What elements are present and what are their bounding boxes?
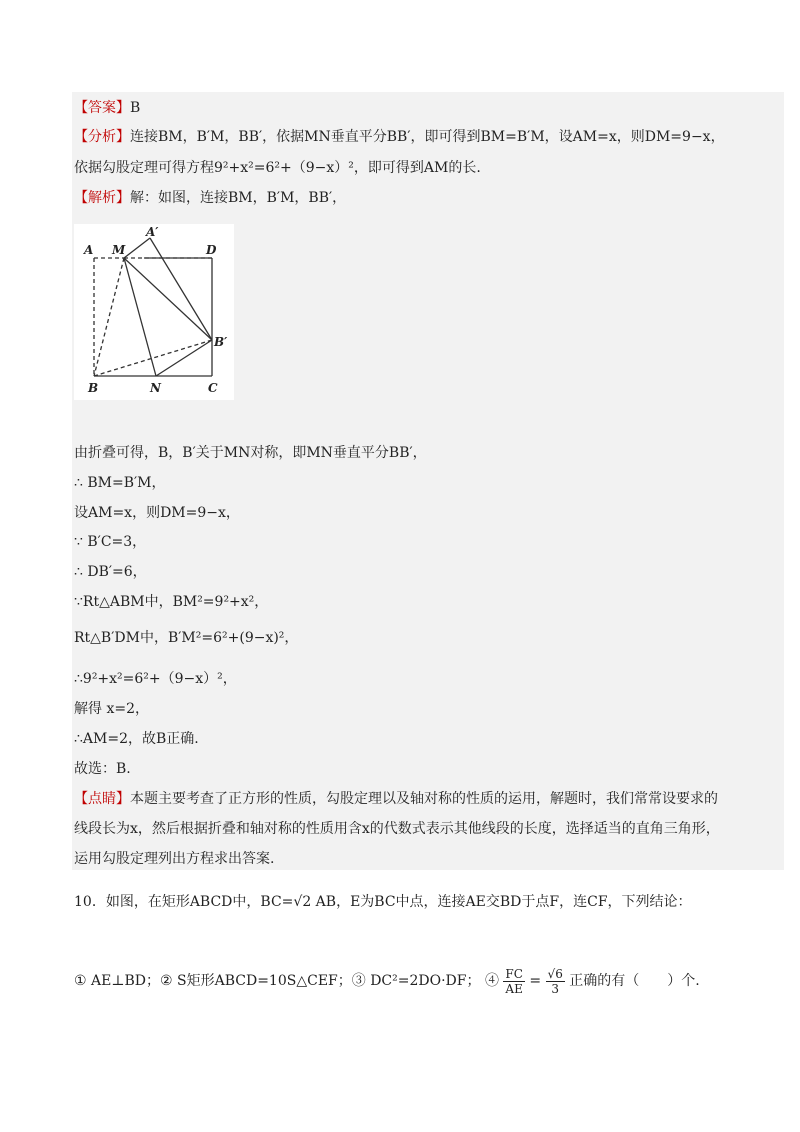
analysis-text-1: 连接BM，B′M，BB′，依据MN垂直平分BB′，即可得到BM=B′M，设AM=x，则DM=9−x， <box>130 129 725 145</box>
comment-text-1: 本题主要考查了正方形的性质，勾股定理以及轴对称的性质的运用，解题时，我们常常设要求的 <box>130 791 718 807</box>
frac-rhs-denominator: 3 <box>551 981 559 996</box>
solution-tag: 【解析】 <box>74 190 130 206</box>
solution-line <box>74 188 346 208</box>
frac-rhs-numerator: √6 <box>547 966 563 981</box>
answer-line <box>74 98 140 118</box>
step-3: 设AM=x，则DM=9−x， <box>74 505 240 521</box>
label-N: N <box>150 381 161 395</box>
analysis-tag: 【分析】 <box>74 129 130 145</box>
label-M: M <box>112 243 126 257</box>
option-4-fraction-right <box>546 967 565 996</box>
analysis-line-2: 依据勾股定理可得方程9²+x²=6²+（9−x）²，即可得到AM的长. <box>74 160 481 176</box>
answer-value: B <box>130 100 141 116</box>
step-9: 解得 x=2， <box>74 701 149 717</box>
label-D: D <box>206 243 217 257</box>
option-1: ① AE⊥BD； <box>74 973 161 989</box>
solution-panel <box>72 92 784 870</box>
label-B: B <box>88 381 99 395</box>
comment-line-3: 运用勾股定理列出方程求出答案. <box>74 851 275 867</box>
label-B-prime: B′ <box>214 335 228 349</box>
comment-line-2: 线段长为x，然后根据折叠和轴对称的性质用含x的代数式表示其他线段的长度，选择适当的直角三角形， <box>74 821 720 837</box>
question-10-stem: 10．如图，在矩形ABCD中，BC=√2 AB，E为BC中点，连接AE交BD于点F，连CF，下列结论： <box>74 894 692 910</box>
option-2: ② S矩形ABCD=10S△CEF； <box>160 973 352 989</box>
option-4-equals: = <box>529 973 542 989</box>
step-5: ∴ DB′=6， <box>74 564 147 580</box>
option-4-fraction-left <box>503 967 525 996</box>
label-A-prime: A′ <box>146 225 159 239</box>
answer-tag: 【答案】 <box>74 100 130 116</box>
option-3: ③ DC²=2DO·DF； <box>351 973 481 989</box>
square-fold-diagram <box>74 224 234 400</box>
geometry-figure <box>74 224 234 400</box>
comment-tag: 【点睛】 <box>74 791 130 807</box>
step-7: Rt△B′DM中，B′M²=6²+(9−x)²， <box>74 630 299 646</box>
frac-numerator: FC <box>505 966 523 981</box>
step-10: ∴AM=2，故B正确. <box>74 731 199 747</box>
step-1: 由折叠可得，B，B′关于MN对称，即MN垂直平分BB′， <box>74 445 427 461</box>
question-10-tail: 正确的有（ ）个. <box>569 973 700 989</box>
step-8: ∴9²+x²=6²+（9−x）²， <box>74 671 237 687</box>
step-11: 故选：B. <box>74 761 131 777</box>
analysis-line-1 <box>74 127 725 147</box>
solution-text: 解：如图，连接BM，B′M，BB′， <box>130 190 347 206</box>
frac-denominator: AE <box>505 981 523 996</box>
step-4: ∵ B′C=3， <box>74 534 147 550</box>
label-A: A <box>84 243 94 257</box>
comment-line-1 <box>74 789 718 809</box>
question-10-options <box>74 966 700 996</box>
option-4-label: ④ <box>484 973 499 989</box>
step-6: ∵Rt△ABM中，BM²=9²+x²， <box>74 594 269 610</box>
step-2: ∴ BM=B′M， <box>74 475 166 491</box>
label-C: C <box>208 381 218 395</box>
